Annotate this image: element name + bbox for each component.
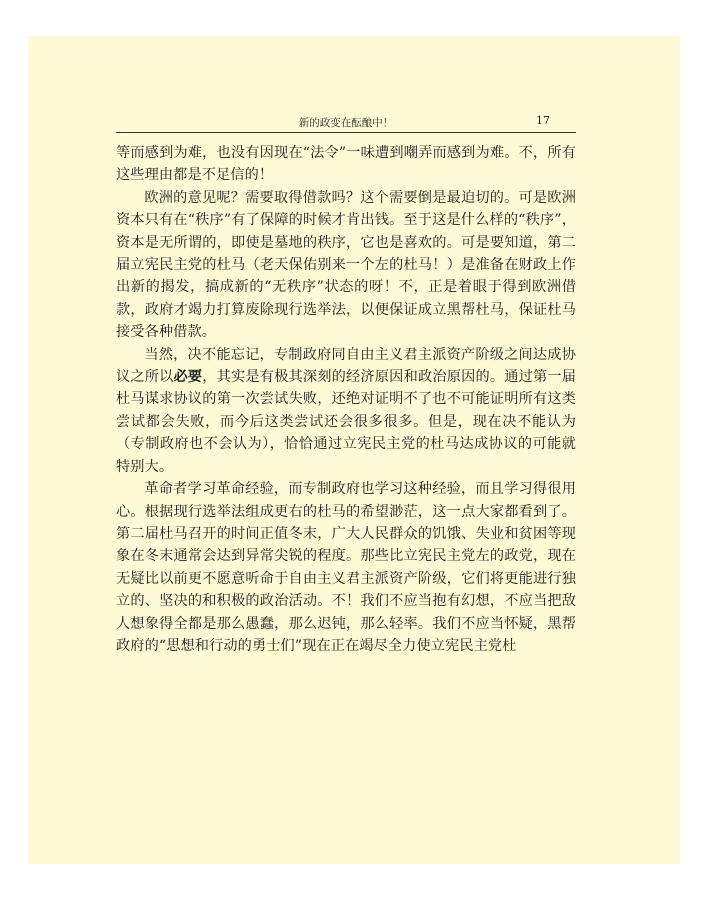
running-title: 新的政变在酝酿中！ <box>298 117 394 129</box>
text-segment: 革命者学习革命经验，而专制政府也学习这种经验，而且学习得很用心。根据现行选举法组成更右的杜马的希望渺茫，这一点大家都看到了。第二届杜马召开的时间正值冬末，广大人民群众的饥饿、失业和贫困等现象在冬末通常会达到异常尖锐的程度。那些比立宪民主党左的政党，现在无疑比以前更不愿意听命于自由主义君主派资产阶级，它们将更能进行独立的、坚决的和积极的政治活动。不！我们不应当抱有幻想，不应当把敌人想象得全都是那么愚蠢，那么迟钝，那么轻率。我们不应当怀疑，黑帮政府的“思想和行动的勇士们”现在正在竭尽全力使立宪民主党杜 <box>116 481 576 654</box>
text-segment: ，其实是有极其深刻的经济原因和政治原因的。通过第一届杜马谋求协议的第一次尝试失败，还绝对证明不了也不可能证明所有这类尝试都会失败，而今后这类尝试还会很多很多。但是，现在决不能认为（专制政府也不会认为），恰恰通过立宪民主党的杜马达成协议的可能就特别大。 <box>116 369 577 475</box>
text-segment: 欧洲的意见呢？需要取得借款吗？这个需要倒是最迫切的。可是欧洲资本只有在“秩序”有了保障的时候才肯出钱。至于这是什么样的“秩序”，资本是无所谓的，即使是墓地的秩序，它也是喜欢的。可是要知道，第二届立宪民主党的杜马（老天保佑别来一个左的杜马！）是准备在财政上作出新的揭发，搞成新的“无秩序”状态的呀！不，正是着眼于得到欧洲借款，政府才竭力打算废除现行选举法，以便保证成立黑帮杜马，保证杜马接受各种借款。 <box>116 189 576 341</box>
paragraph-3 <box>116 344 576 478</box>
page-header <box>116 112 576 133</box>
page-number: 17 <box>536 114 550 127</box>
emphasis-text: 必要 <box>173 369 203 386</box>
body-text <box>116 142 576 657</box>
paragraph-4 <box>116 478 576 657</box>
text-segment: 等而感到为难，也没有因现在“法令”一味遭到嘲弄而感到为难。不，所有这些理由都是不足信的！ <box>116 145 576 184</box>
paragraph-1 <box>116 142 576 187</box>
text-segment: 当然，决不能忘记，专制政府同自由主义君主派资产阶级之间达成协议之所以 <box>116 346 576 386</box>
paragraph-2 <box>116 187 576 344</box>
